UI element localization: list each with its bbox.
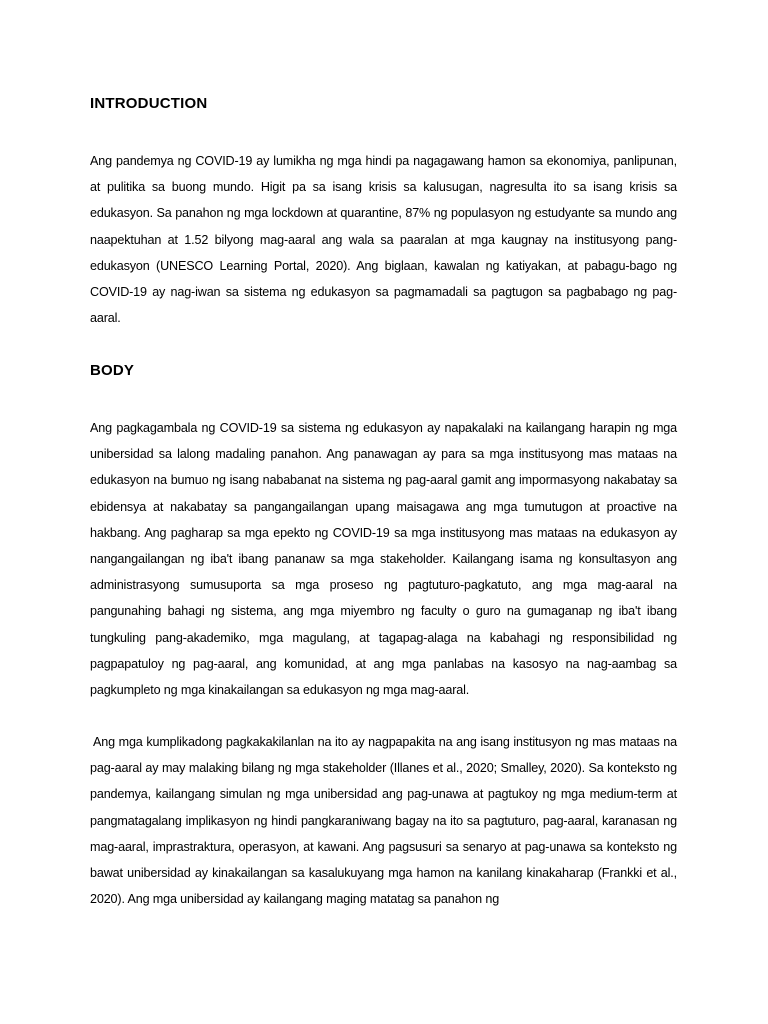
introduction-paragraph: Ang pandemya ng COVID-19 ay lumikha ng mga hindi pa nagagawang hamon sa ekonomiya, panlipunan, at pulitika sa buong mundo. Higit pa sa isang krisis sa kalusugan, nagresulta ito sa isang krisis sa edukasyon. Sa panahon ng mga lockdown at quarantine, 87% ng populasyon ng estudyante sa mundo ang naapektuhan at 1.52 bilyong mag-aaral ang wala sa paaralan at mga kaugnay na institusyong pang-edukasyon (UNESCO Learning Portal, 2020). Ang biglaan, kawalan ng katiyakan, at pabagu-bago ng COVID-19 ay nag-iwan sa sistema ng edukasyon sa pagmamadali sa pagtugon sa pagbabago ng pag-aaral.: [90, 154, 677, 326]
section-heading-introduction: INTRODUCTION: [90, 95, 208, 112]
body-paragraph-2: Ang mga kumplikadong pagkakakilanlan na ito ay nagpapakita na ang isang institusyon ng mas mataas na pag-aaral ay may malaking bilang ng mga stakeholder (Illanes et al., 2020; Smalley, 2020). Sa konteksto ng pandemya, kailangang simulan ng mga unibersidad ang pag-unawa at pagtukoy ng mga medium-term at pangmatagalang implikasyon ng hindi pangkaraniwang bagay na ito sa pagtuturo, pag-aaral, karanasan ng mag-aaral, imprastraktura, operasyon, at kawani. Ang pagsusuri sa senaryo at pag-unawa sa konteksto ng bawat unibersidad ay kinakailangan sa kasalukuyang mga hamon na kanilang kinakaharap (Frankki et al., 2020). Ang mga unibersidad ay kailangang maging matatag sa panahon ng: [90, 735, 677, 907]
body-paragraph-1: Ang pagkagambala ng COVID-19 sa sistema ng edukasyon ay napakalaki na kailangang harapin ng mga unibersidad sa lalong madaling panahon. Ang panawagan ay para sa mga institusyong mas mataas na edukasyon na bumuo ng isang nababanat na sistema ng pag-aaral gamit ang impormasyong nakabatay sa ebidensya at nakabatay sa pangangailangan upang maisagawa ang mga tumutugon at proactive na hakbang. Ang pagharap sa mga epekto ng COVID-19 sa mga institusyong mas mataas na edukasyon ay nangangailangan ng iba't ibang pananaw sa mga stakeholder. Kailangang isama ng konsultasyon ang administrasyong sumusuporta sa mga proseso ng pagtuturo-pagkatuto, ang mga mag-aaral na pangunahing bahagi ng sistema, ang mga miyembro ng faculty o guro na gumaganap ng iba't ibang tungkuling pang-akademiko, mga magulang, at tagapag-alaga na kabahagi ng responsibilidad ng pagpapatuloy ng pag-aaral, ang komunidad, at ang mga panlabas na kasosyo na nag-aambag sa pagkumpleto ng mga kinakailangan sa edukasyon ng mga mag-aaral.: [90, 421, 677, 698]
section-heading-body: BODY: [90, 362, 135, 379]
